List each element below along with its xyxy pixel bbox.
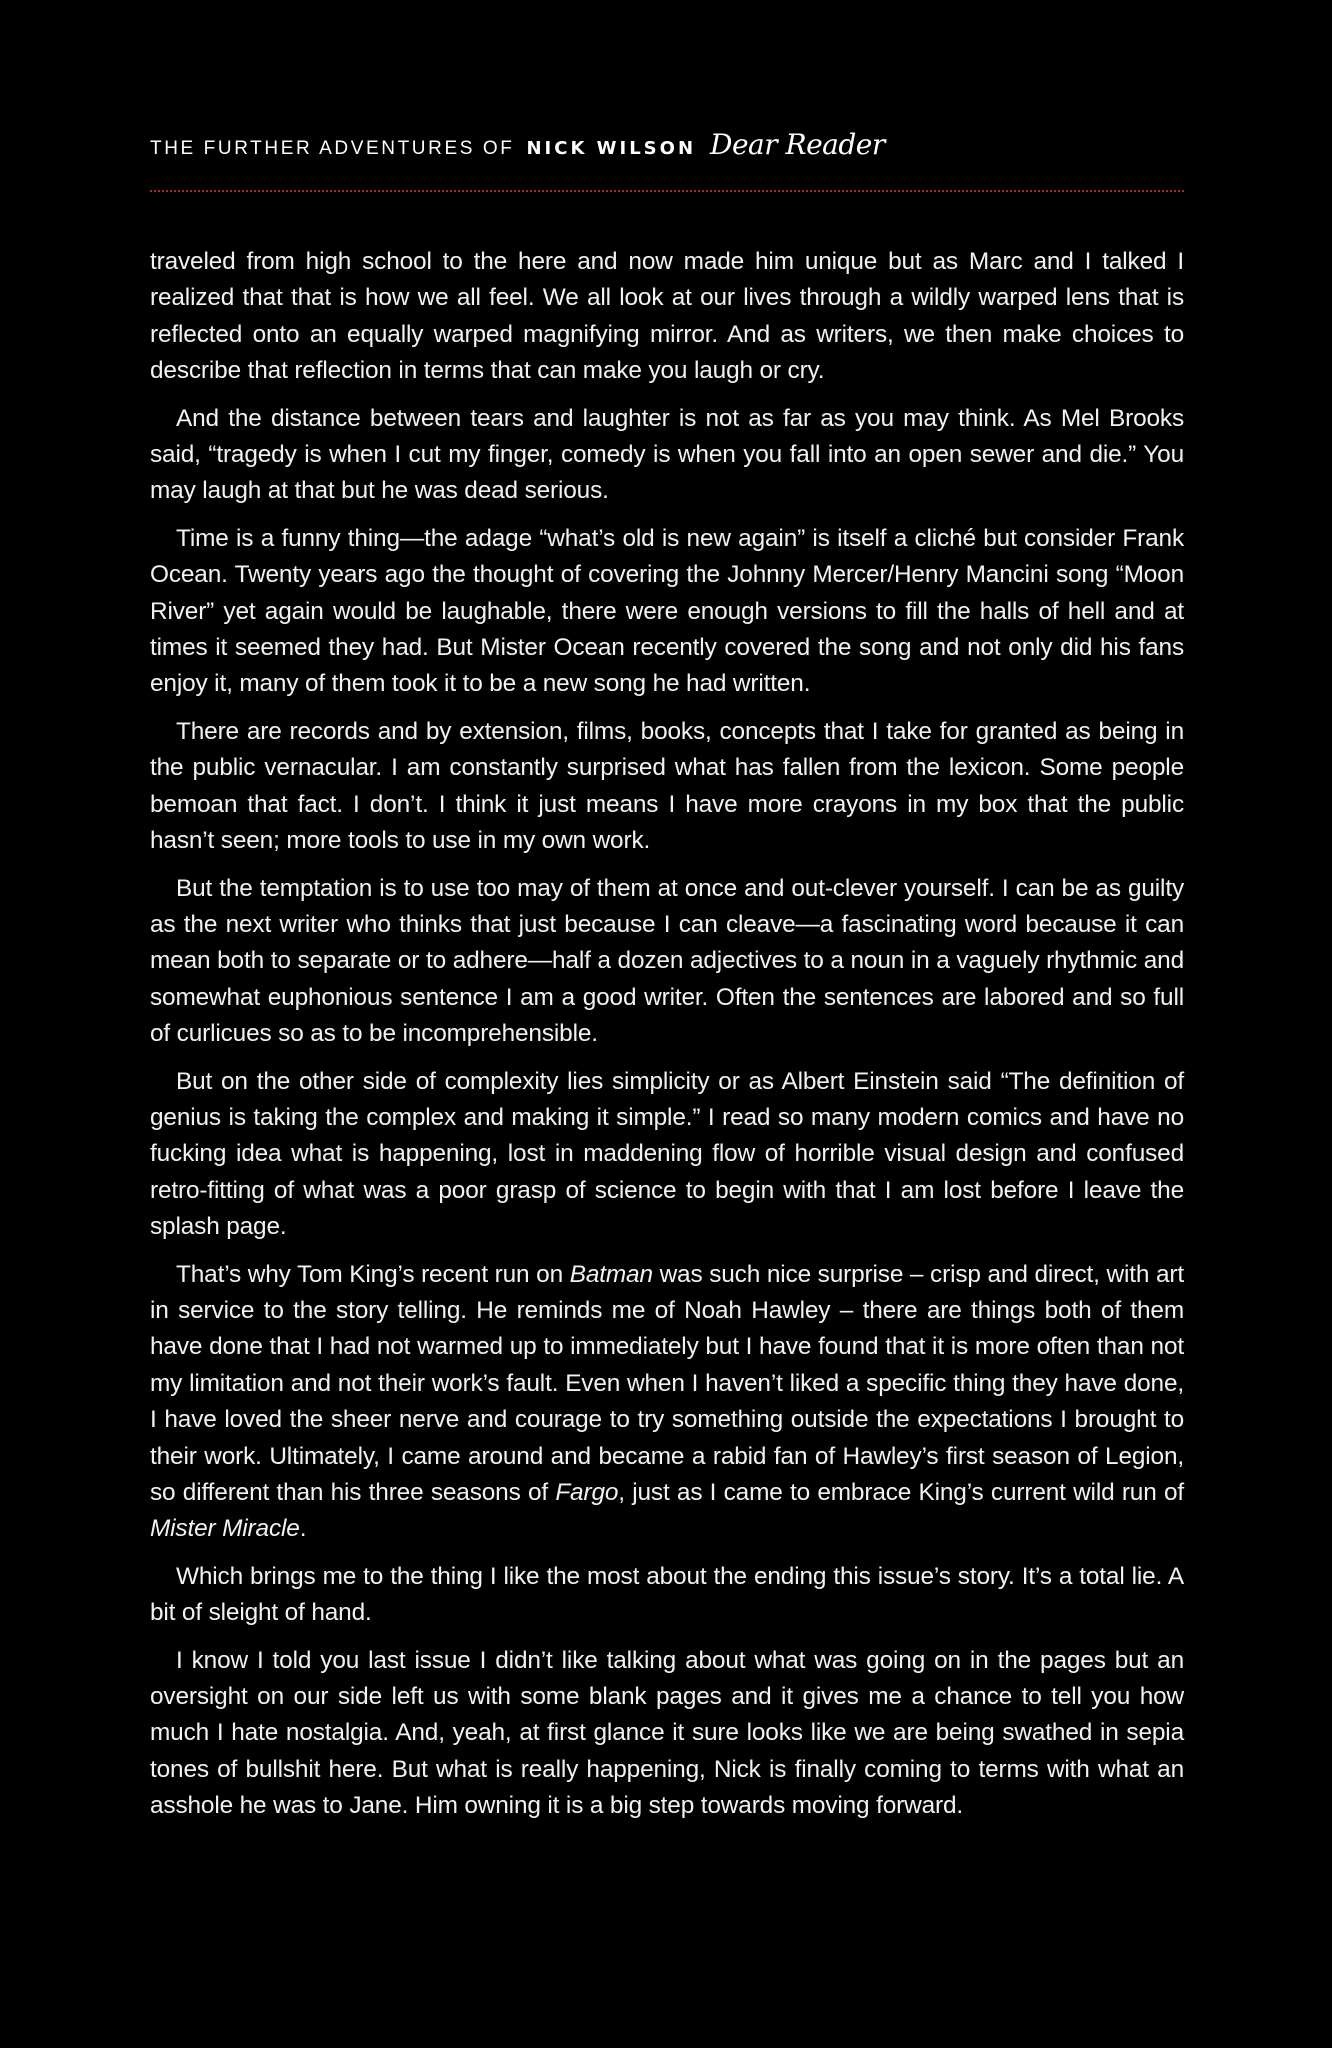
- paragraph-7-text-1: That’s why Tom King’s recent run on: [176, 1260, 570, 1288]
- paragraph-4: There are records and by extension, films, books, concepts that I take for granted as being in the public vernacular. I am constantly surprised what has fallen from the lexicon. Some people bemoan that fact. I don’t. I think it just means I have more crayons in my box that the public hasn’t seen; more tools to use in my own work.: [150, 717, 1184, 855]
- paragraph-3: Time is a funny thing—the adage “what’s old is new again” is itself a cliché but consider Frank Ocean. Twenty years ago the thought of covering the Johnny Mercer/Henry Mancini song “Moon River” yet again would be laughable, there were enough versions to fill the halls of hell and at times it seemed they had. But Mister Ocean recently covered the song and not only did his fans enjoy it, many of them took it to be a new song he had written.: [150, 524, 1184, 698]
- paragraph-2: And the distance between tears and laughter is not as far as you may think. As Mel Brooks said, “tragedy is when I cut my finger, comedy is when you fall into an open sewer and die.” You may laugh at that but he was dead serious.: [150, 404, 1184, 505]
- paragraph-8: Which brings me to the thing I like the most about the ending this issue’s story. It’s a total lie. A bit of sleight of hand.: [150, 1562, 1184, 1627]
- paragraph-7-text-3: , just as I came to embrace King’s current wild run of: [618, 1479, 1184, 1506]
- paragraph-9: I know I told you last issue I didn’t like talking about what was going on in the pages but an oversight on our side left us with some blank pages and it gives me a chance to tell you how much I hate nostalgia. And, yeah, at first glance it sure looks like we are being swathed in sepia tones of bullshit here. But what is really happening, Nick is finally coming to terms with what an asshole he was to Jane. Him owning it is a big step towards moving forward.: [150, 1646, 1184, 1820]
- paragraph-7: [150, 1257, 1184, 1548]
- header-character-name: NICK WILSON: [526, 138, 697, 159]
- header-dotted-divider: [150, 190, 1184, 192]
- paragraph-6: But on the other side of complexity lies simplicity or as Albert Einstein said “The definition of genius is taking the complex and making it simple.” I read so many modern comics and have no fucking idea what is happening, lost in maddening flow of horrible visual design and confused retro-fitting of what was a poor grasp of science to begin with that I am lost before I leave the splash page.: [150, 1067, 1184, 1241]
- paragraph-5: But the temptation is to use too may of them at once and out-clever yourself. I can be as guilty as the next writer who thinks that just because I can cleave—a fascinating word because it can mean both to separate or to adhere—half a dozen adjectives to a noun in a vaguely rhythmic and somewhat euphonious sentence I am a good writer. Often the sentences are labored and so full of curlicues so as to be incomprehensible.: [150, 874, 1184, 1048]
- title-batman: Batman: [569, 1260, 653, 1288]
- article-body: [150, 244, 1184, 1836]
- header-series-prefix: THE FURTHER ADVENTURES OF: [150, 138, 515, 159]
- header-section-title: Dear Reader: [710, 128, 885, 161]
- paragraph-7-text-4: .: [299, 1515, 307, 1543]
- paragraph-7-text-2: was such nice surprise – crisp and direct, with art in service to the story telling. He reminds me of Noah Hawley – there are things both of them have done that I had not warmed up to immediately but I have found that it is more often than not my limitation and not their work’s fault. Even when I haven’t liked a specific thing they have done, I have loved the sheer nerve and courage to try something outside the expectations I brought to their work. Ultimately, I came around and became a rabid fan of Hawley’s first season of Legion, so different than his three seasons of: [150, 1260, 1185, 1506]
- running-header: [150, 128, 1184, 168]
- paragraph-1: traveled from high school to the here and now made him unique but as Marc and I talked I realized that that is how we all feel. We all look at our lives through a wildly warped lens that is reflected onto an equally warped magnifying mirror. And as writers, we then make choices to describe that reflection in terms that can make you laugh or cry.: [150, 248, 1184, 385]
- title-fargo: Fargo: [555, 1479, 619, 1506]
- title-mister-miracle: Mister Miracle: [150, 1515, 300, 1543]
